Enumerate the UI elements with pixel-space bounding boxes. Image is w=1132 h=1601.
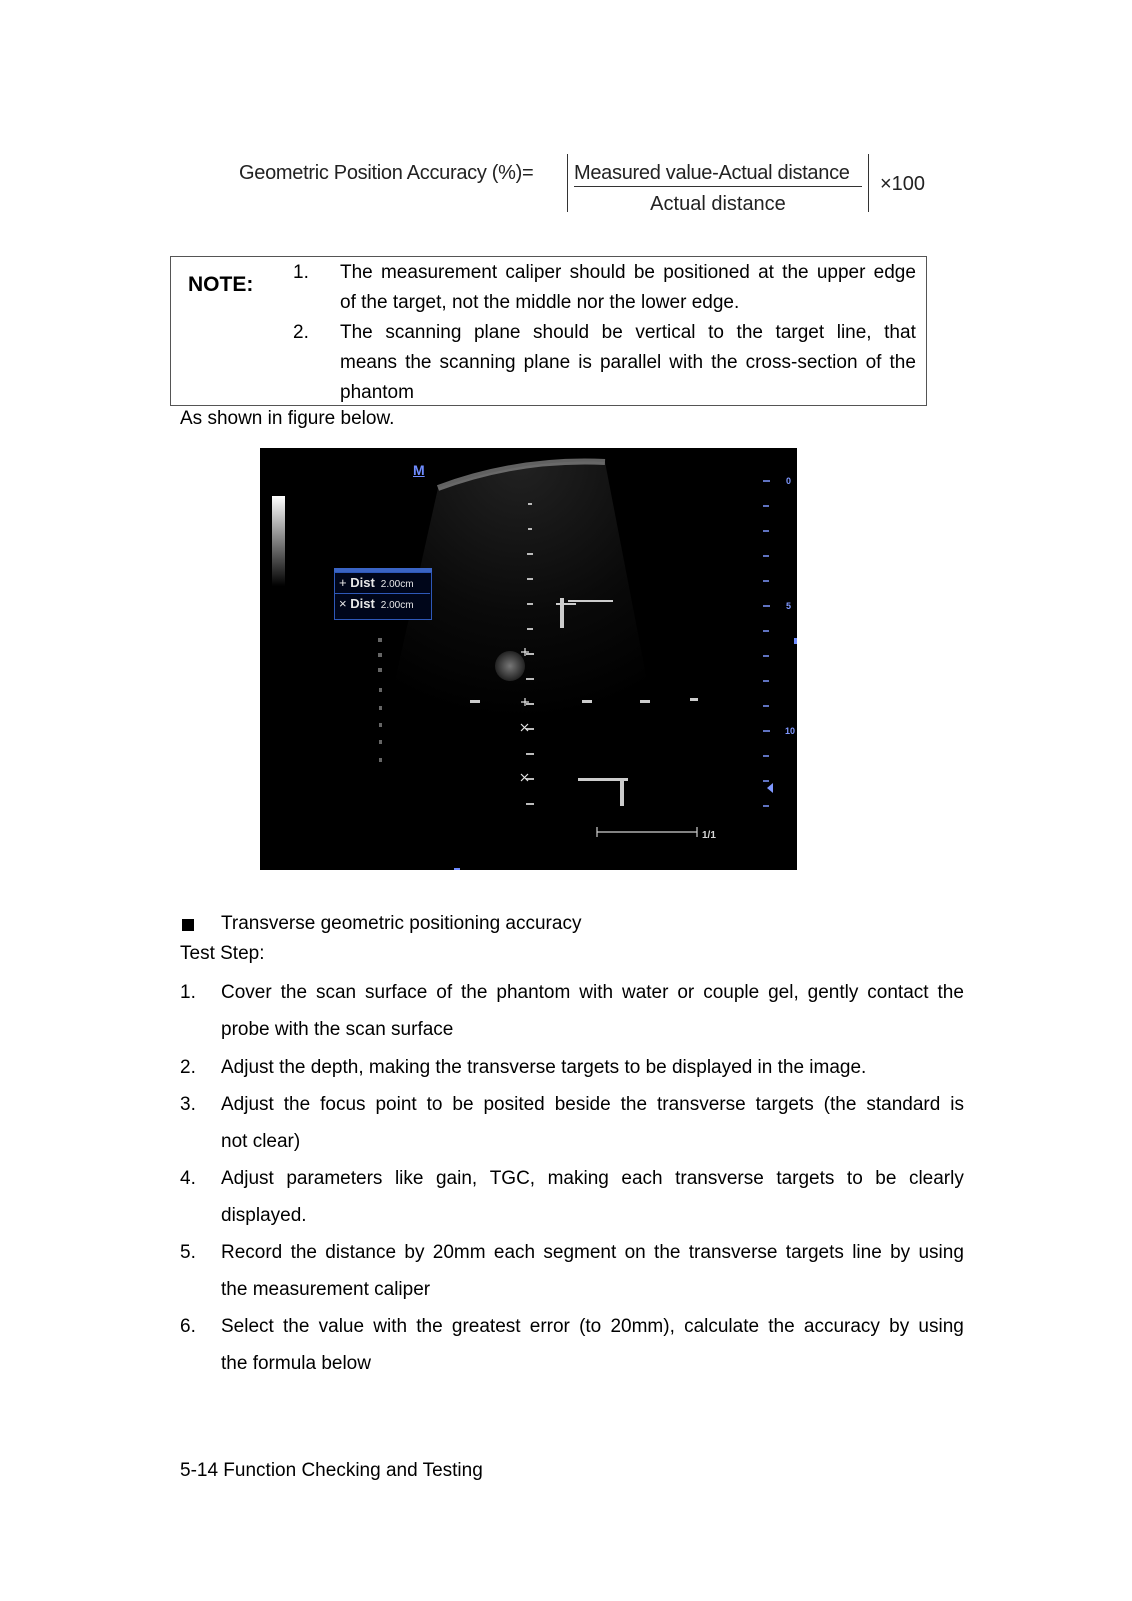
word: on xyxy=(624,1242,646,1263)
word: 20mm xyxy=(432,1242,486,1263)
word: of xyxy=(865,352,882,373)
measurement-value: 2.00cm xyxy=(380,579,414,590)
word: with xyxy=(373,1316,408,1337)
formula-multiplier: ×100 xyxy=(880,173,926,195)
step-number: 1. xyxy=(180,982,196,1003)
formula-lhs: Geometric Position Accuracy (%)= xyxy=(239,162,534,184)
word: accuracy xyxy=(803,1316,880,1337)
word: cross-section xyxy=(745,352,858,373)
word: scan xyxy=(315,982,357,1003)
note-item-number: 2. xyxy=(293,322,309,343)
word: Adjust xyxy=(221,1094,274,1115)
word: Adjust xyxy=(221,1168,274,1189)
word: beside xyxy=(554,1094,611,1115)
word: the xyxy=(620,1094,648,1115)
ultrasound-image xyxy=(260,448,797,870)
word: to xyxy=(846,1168,863,1189)
word: Cover xyxy=(221,982,272,1003)
word: with xyxy=(579,982,614,1003)
word: target xyxy=(775,322,825,343)
step-line: probe with the scan surface xyxy=(221,1019,454,1040)
word: point xyxy=(375,1094,417,1115)
word: the xyxy=(283,1316,310,1337)
word: clearly xyxy=(908,1168,964,1189)
word: transverse xyxy=(688,1242,778,1263)
word: is xyxy=(950,1094,964,1115)
word: the xyxy=(782,262,809,283)
measurement-label: Dist xyxy=(350,575,375,590)
measurement-value: 2.00cm xyxy=(380,600,414,611)
word: that xyxy=(884,322,916,343)
step-number: 3. xyxy=(180,1094,196,1115)
word: should xyxy=(569,262,626,283)
abs-bar-right xyxy=(868,154,869,212)
depth-label: 10 xyxy=(785,726,796,736)
word: posited xyxy=(483,1094,545,1115)
square-bullet-icon xyxy=(182,919,194,931)
word: positioned xyxy=(663,262,750,283)
step-line xyxy=(221,1234,964,1271)
word: be xyxy=(633,262,655,283)
word: 20mm), xyxy=(610,1316,675,1337)
measurement-divider xyxy=(335,593,430,594)
word: The xyxy=(340,262,373,283)
test-step-label: Test Step: xyxy=(180,943,265,964)
word: scanning xyxy=(385,322,462,343)
step-line xyxy=(221,1308,964,1345)
word: or xyxy=(677,982,695,1003)
note-line xyxy=(340,258,916,288)
word: the xyxy=(405,352,432,373)
word: be xyxy=(601,322,623,343)
word: by xyxy=(404,1242,425,1263)
word: by xyxy=(889,1316,910,1337)
word: parallel xyxy=(599,352,662,373)
step-line: not clear) xyxy=(221,1131,301,1152)
measurement-row xyxy=(339,596,414,611)
step-line: the measurement caliper xyxy=(221,1279,431,1300)
word: be xyxy=(875,1168,897,1189)
word: is xyxy=(578,352,592,373)
word: gain, xyxy=(435,1168,478,1189)
ultrasound-scan-graphic xyxy=(260,448,797,870)
word: the xyxy=(768,1316,795,1337)
word: the xyxy=(736,322,763,343)
word: to xyxy=(708,322,724,343)
step-number: 4. xyxy=(180,1168,196,1189)
word: segment xyxy=(543,1242,617,1263)
word: gently xyxy=(807,982,859,1003)
note-line xyxy=(340,318,916,348)
word: using xyxy=(918,1242,964,1263)
step-number: 2. xyxy=(180,1057,196,1078)
cross-caliper-icon: × xyxy=(339,596,347,611)
step-line: the formula below xyxy=(221,1353,371,1374)
word: (the xyxy=(823,1094,857,1115)
word: (to xyxy=(579,1316,602,1337)
note-line xyxy=(340,348,916,378)
depth-label: 0 xyxy=(786,476,792,486)
word: the xyxy=(283,1094,311,1115)
frame-counter: 1/1 xyxy=(702,830,716,841)
word: the xyxy=(711,352,738,373)
abs-bar-left xyxy=(567,154,568,212)
note-title: NOTE: xyxy=(188,273,254,296)
word: contact xyxy=(867,982,929,1003)
word: greatest xyxy=(451,1316,521,1337)
measurement-row xyxy=(339,575,414,590)
word: couple xyxy=(703,982,760,1003)
measurement-label: Dist xyxy=(350,596,375,611)
word: the xyxy=(290,1242,317,1263)
logo-icon: M xyxy=(413,462,425,478)
formula-denominator: Actual distance xyxy=(650,193,786,215)
word: line, xyxy=(836,322,872,343)
word: calculate xyxy=(684,1316,760,1337)
word: the xyxy=(461,982,488,1003)
word: the xyxy=(889,352,916,373)
formula-numerator: Measured value-Actual distance xyxy=(574,162,850,184)
word: transverse xyxy=(675,1168,764,1189)
word: making xyxy=(547,1168,609,1189)
word: targets xyxy=(785,1242,844,1263)
step-line xyxy=(221,974,964,1011)
word: at xyxy=(758,262,774,283)
word: measurement xyxy=(380,262,498,283)
word: water xyxy=(621,982,669,1003)
step-number: 5. xyxy=(180,1242,196,1263)
step-line xyxy=(221,1086,964,1123)
word: the xyxy=(937,982,964,1003)
word: distance xyxy=(325,1242,397,1263)
word: value xyxy=(318,1316,365,1337)
page-footer: 5-14 Function Checking and Testing xyxy=(180,1460,483,1481)
word: targets xyxy=(776,1168,835,1189)
word: be xyxy=(452,1094,474,1115)
word: standard xyxy=(866,1094,941,1115)
word: upper xyxy=(816,262,866,283)
step-number: 6. xyxy=(180,1316,196,1337)
word: of xyxy=(436,982,453,1003)
word: means xyxy=(340,352,398,373)
word: like xyxy=(394,1168,424,1189)
word: TGC, xyxy=(489,1168,536,1189)
word: each xyxy=(621,1168,663,1189)
step-line xyxy=(221,1160,964,1197)
accuracy-formula xyxy=(0,150,1132,220)
word: surface xyxy=(365,982,428,1003)
word: with xyxy=(669,352,704,373)
word: focus xyxy=(320,1094,366,1115)
note-item-number: 1. xyxy=(293,262,309,283)
note-line: of the target, not the middle nor the lower edge. xyxy=(340,292,740,313)
word: the xyxy=(416,1316,443,1337)
word: by xyxy=(890,1242,911,1263)
word: phantom xyxy=(496,982,571,1003)
word: to xyxy=(426,1094,443,1115)
figure-caption: As shown in figure below. xyxy=(180,408,395,429)
word: using xyxy=(918,1316,964,1337)
measurement-result-box xyxy=(334,572,432,620)
fraction-line xyxy=(574,186,862,187)
word: targets xyxy=(755,1094,814,1115)
word: transverse xyxy=(657,1094,746,1115)
plus-caliper-icon: + xyxy=(339,575,347,590)
word: scanning xyxy=(439,352,516,373)
word: The xyxy=(340,322,373,343)
word: the xyxy=(654,1242,681,1263)
section-title: Transverse geometric positioning accuracy xyxy=(221,913,582,934)
word: gel, xyxy=(768,982,799,1003)
note-line: phantom xyxy=(340,382,414,403)
step-line: Adjust the depth, making the transverse targets to be displayed in the image. xyxy=(221,1057,867,1078)
word: Select xyxy=(221,1316,274,1337)
depth-label: 5 xyxy=(786,601,792,611)
word: vertical xyxy=(635,322,696,343)
word: edge xyxy=(873,262,916,283)
word: Record xyxy=(221,1242,283,1263)
word: plane xyxy=(523,352,571,373)
word: caliper xyxy=(505,262,562,283)
word: line xyxy=(852,1242,882,1263)
word: should xyxy=(533,322,590,343)
word: the xyxy=(280,982,308,1003)
word: each xyxy=(493,1242,536,1263)
word: parameters xyxy=(286,1168,383,1189)
step-line: displayed. xyxy=(221,1205,307,1226)
word: plane xyxy=(473,322,521,343)
word: error xyxy=(529,1316,570,1337)
